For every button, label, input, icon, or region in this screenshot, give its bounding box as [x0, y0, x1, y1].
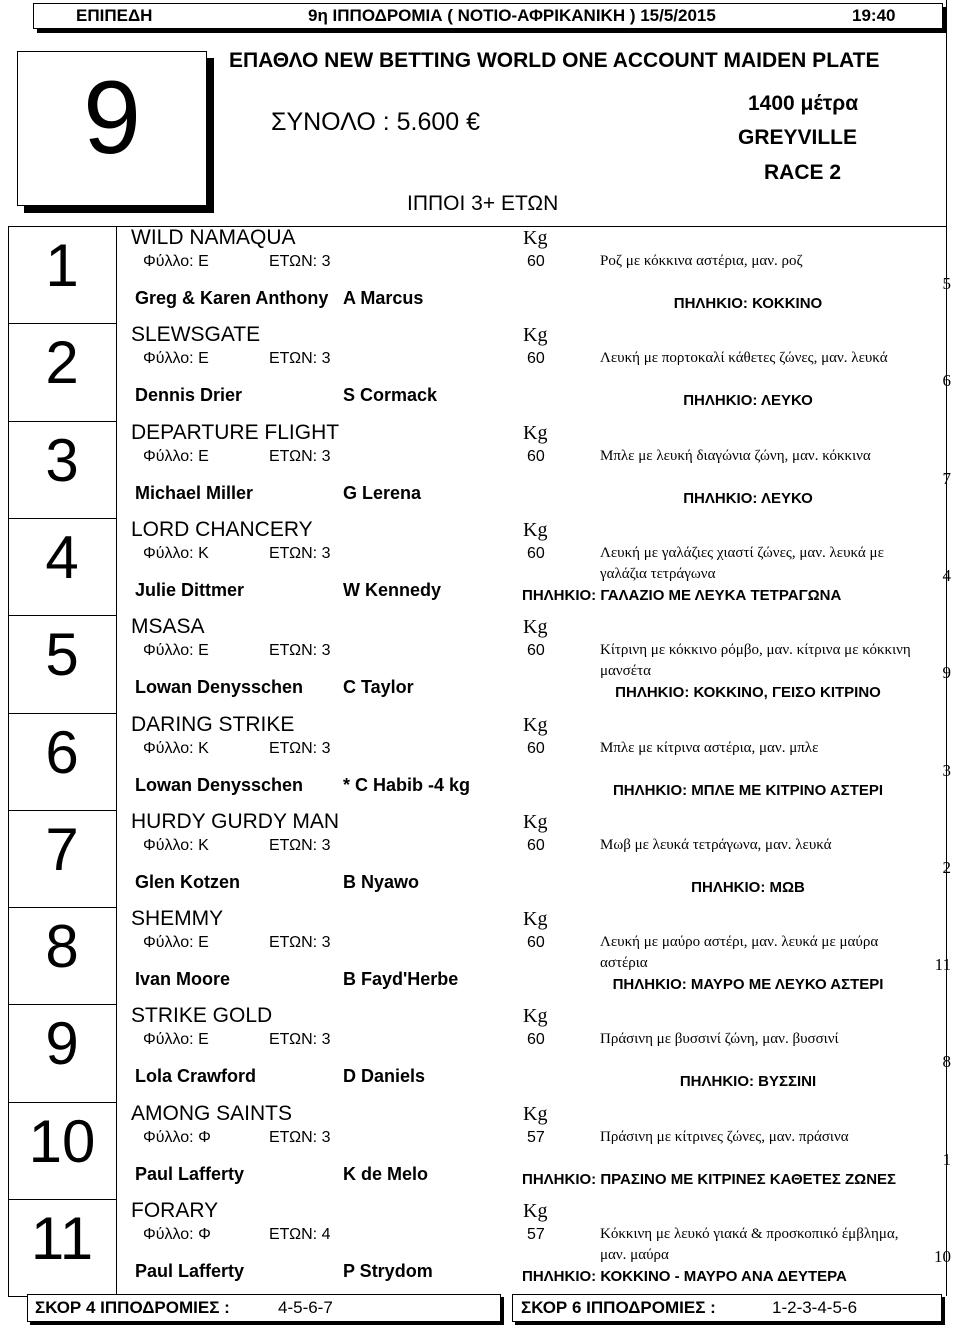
horse-number: 9: [45, 1010, 79, 1078]
jockey-name: S Cormack: [343, 385, 438, 406]
kg-label: Kg: [523, 324, 548, 347]
silk-colour: ΠΗΛΗΚΙΟ: ΜΠΛΕ ΜΕ ΚΙΤΡΙΝΟ ΑΣΤΕΡΙ: [612, 781, 884, 799]
row-divider: [8, 421, 116, 422]
score6-box: [512, 1294, 942, 1322]
silk-colour: ΠΗΛΗΚΙΟ: ΜΑΥΡΟ ΜΕ ΛΕΥΚΟ ΑΣΤΕΡΙ: [612, 976, 884, 994]
horse-sex: Φύλλο: Κ: [143, 836, 209, 854]
jockey-name: D Daniels: [343, 1066, 426, 1087]
horse-age: ΕΤΩΝ: 3: [269, 739, 331, 757]
draw-number: 3: [942, 760, 951, 780]
draw-number: 6: [942, 371, 951, 391]
jockey-name: P Strydom: [343, 1261, 433, 1281]
kg-label: Kg: [523, 1102, 548, 1125]
horse-name: HURDY GURDY MAN: [131, 809, 340, 833]
horse-number: 10: [28, 1107, 96, 1175]
jockey-name: K de Melo: [343, 1163, 429, 1184]
grid-number-divider: [116, 226, 117, 1296]
jockey-name: G Lerena: [343, 482, 422, 503]
race-time: 19:40: [852, 6, 896, 25]
kg-label: Kg: [523, 227, 548, 249]
horse-number: 11: [30, 1205, 94, 1272]
horse-number: 5: [45, 621, 79, 689]
horse-sex: Φύλλο: Ε: [143, 447, 209, 465]
row-divider: [8, 323, 116, 324]
horse-colours: Ροζ με κόκκινα αστέρια, μαν. ροζ: [600, 253, 803, 269]
horse-colours: Μπλε με λευκή διαγώνια ζώνη, μαν. κόκκινα: [600, 447, 871, 464]
horse-age: ΕΤΩΝ: 3: [269, 934, 331, 952]
kg-label: Kg: [523, 518, 548, 541]
trainer-name: Greg & Karen Anthony: [135, 288, 329, 308]
horse-weight: 60: [527, 447, 545, 465]
draw-number: 10: [934, 1247, 951, 1266]
horse-colours: Πράσινη με βυσσινί ζώνη, μαν. βυσσινί: [600, 1031, 839, 1048]
horse-name: FORARY: [131, 1199, 219, 1222]
race-label: RACE 2: [764, 161, 842, 184]
horse-age: ΕΤΩΝ: 3: [269, 1128, 331, 1146]
draw-number: 7: [942, 468, 951, 488]
horse-weight: 57: [527, 1226, 545, 1243]
horse-weight: 60: [527, 934, 545, 952]
trainer-name: Paul Lafferty: [135, 1261, 245, 1281]
kg-label: Kg: [523, 616, 548, 639]
race-info: 9η ΙΠΠΟΔΡΟΜΙΑ ( ΝΟΤΙΟ-ΑΦΡΙΚΑΝΙΚΗ ) 15/5/2015: [308, 6, 716, 25]
horse-sex: Φύλλο: Ε: [143, 642, 209, 660]
trainer-name: Lola Crawford: [135, 1066, 257, 1087]
trainer-name: Lowan Denysschen: [135, 677, 304, 698]
header-bar: [33, 3, 943, 29]
trainer-name: Glen Kotzen: [135, 871, 241, 892]
horse-age: ΕΤΩΝ: 3: [269, 544, 331, 562]
horse-name: LORD CHANCERY: [131, 517, 313, 541]
silk-colour: ΠΗΛΗΚΙΟ: ΚΟΚΚΙΝΟ, ΓΕΙΣΟ ΚΙΤΡΙΝΟ: [615, 684, 881, 702]
silk-colour: ΠΗΛΗΚΙΟ: ΛΕΥΚΟ: [683, 392, 813, 410]
row-divider: [8, 713, 116, 714]
horse-weight: 60: [527, 836, 545, 854]
horse-name: MSASA: [131, 615, 205, 639]
horse-number: 6: [45, 718, 79, 786]
horse-sex: Φύλλο: Ε: [143, 1031, 209, 1049]
kg-label: Kg: [523, 1005, 548, 1028]
horse-sex: Φύλλο: Ε: [143, 350, 209, 368]
horse-name: WILD NAMAQUA: [131, 226, 296, 249]
grid-right-border: [946, 0, 947, 1296]
horse-number: 7: [45, 815, 79, 883]
horse-weight: 60: [527, 253, 545, 270]
horse-age: ΕΤΩΝ: 3: [269, 1031, 331, 1049]
draw-number: 11: [934, 955, 951, 975]
horse-age: ΕΤΩΝ: 3: [269, 642, 331, 660]
score6-label: ΣΚΟΡ 6 ΙΠΠΟΔΡΟΜΙΕΣ :: [521, 1298, 716, 1317]
draw-number: 2: [942, 857, 951, 877]
horse-weight: 60: [527, 544, 545, 562]
horse-number: 8: [45, 913, 79, 981]
horse-weight: 57: [527, 1128, 545, 1146]
silk-colour: ΠΗΛΗΚΙΟ: ΒΥΣΣΙΝΙ: [679, 1073, 817, 1091]
silk-colour: ΠΗΛΗΚΙΟ: ΠΡΑΣΙΝΟ ΜΕ ΚΙΤΡΙΝΕΣ ΚΑΘΕΤΕΣ ΖΩΝΕΣ: [522, 1170, 897, 1188]
horse-name: DEPARTURE FLIGHT: [131, 420, 340, 444]
race-condition: ΙΠΠΟΙ 3+ ΕΤΩΝ: [407, 192, 559, 215]
row-divider: [8, 810, 116, 811]
horse-number: 2: [45, 329, 79, 397]
trainer-name: Dennis Drier: [135, 385, 243, 406]
horse-weight: 60: [527, 350, 545, 368]
draw-number: 8: [942, 1052, 951, 1072]
race-number: 9: [83, 60, 141, 176]
horse-name: STRIKE GOLD: [131, 1004, 273, 1028]
score6-value: 1-2-3-4-5-6: [772, 1298, 858, 1317]
horse-colours: Λευκή με πορτοκαλί κάθετες ζώνες, μαν. λευκά: [600, 350, 888, 367]
silk-colour: ΠΗΛΗΚΙΟ: ΛΕΥΚΟ: [683, 489, 813, 507]
draw-number: 9: [942, 663, 951, 683]
horse-age: ΕΤΩΝ: 4: [269, 1226, 331, 1243]
score4-value: 4-5-6-7: [278, 1298, 333, 1317]
row-divider: [8, 1199, 116, 1200]
track-type: ΕΠΙΠΕΔΗ: [76, 6, 153, 25]
horse-colours: Κίτρινη με κόκκινο ρόμβο, μαν. κίτρινα με κόκκινη μανσέτα: [600, 642, 911, 680]
trainer-name: Paul Lafferty: [135, 1163, 245, 1184]
horse-sex: Φύλλο: Ε: [143, 934, 209, 952]
trainer-name: Michael Miller: [135, 482, 254, 503]
horse-colours: Κόκκινη με λευκό γιακά & προσκοπικό έμβλημα, μαν. μαύρα: [600, 1226, 899, 1263]
silk-colour: ΠΗΛΗΚΙΟ: ΓΑΛΑΖΙΟ ΜΕ ΛΕΥΚΑ ΤΕΤΡΑΓΩΝΑ: [522, 586, 842, 604]
jockey-name: W Kennedy: [343, 579, 442, 600]
horse-colours: Πράσινη με κίτρινες ζώνες, μαν. πράσινα: [600, 1128, 849, 1145]
jockey-name: C Taylor: [343, 677, 414, 698]
horse-age: ΕΤΩΝ: 3: [269, 836, 331, 854]
horse-weight: 60: [527, 1031, 545, 1049]
kg-label: Kg: [523, 713, 548, 736]
horse-sex: Φύλλο: Ε: [143, 253, 209, 270]
silk-colour: ΠΗΛΗΚΙΟ: ΚΟΚΚΙΝΟ: [673, 295, 823, 312]
trainer-name: Ivan Moore: [135, 969, 231, 990]
draw-number: 5: [942, 274, 951, 293]
horse-number: 3: [45, 426, 79, 494]
race-venue: GREYVILLE: [738, 126, 858, 149]
horse-colours: Λευκή με μαύρο αστέρι, μαν. λευκά με μαύρα αστέρια: [600, 934, 879, 972]
horse-age: ΕΤΩΝ: 3: [269, 447, 331, 465]
draw-number: 1: [942, 1149, 951, 1169]
kg-label: Kg: [523, 908, 548, 931]
jockey-name: B Fayd'Herbe: [343, 969, 459, 990]
horse-name: SHEMMY: [131, 907, 224, 931]
horse-colours: Μπλε με κίτρινα αστέρια, μαν. μπλε: [600, 739, 819, 756]
score4-box: [27, 1294, 501, 1322]
horse-sex: Φύλλο: Φ: [143, 1226, 211, 1243]
row-divider: [8, 1004, 116, 1005]
horse-sex: Φύλλο: Φ: [143, 1128, 211, 1146]
horse-name: AMONG SAINTS: [131, 1101, 293, 1125]
horse-name: DARING STRIKE: [131, 712, 295, 736]
horse-sex: Φύλλο: Κ: [143, 739, 209, 757]
horse-age: ΕΤΩΝ: 3: [269, 350, 331, 368]
horse-colours: Λευκή με γαλάζιες χιαστί ζώνες, μαν. λευκά με γαλάζια τετράγωνα: [600, 544, 884, 582]
horse-sex: Φύλλο: Κ: [143, 544, 209, 562]
draw-number: 4: [942, 565, 951, 585]
row-divider: [8, 907, 116, 908]
horse-number: 4: [45, 523, 79, 591]
horse-colours: Μωβ με λευκά τετράγωνα, μαν. λευκά: [600, 836, 832, 853]
horse-weight: 60: [527, 642, 545, 660]
silk-colour: ΠΗΛΗΚΙΟ: ΜΩΒ: [691, 878, 805, 896]
kg-label: Kg: [523, 810, 548, 833]
trainer-name: Lowan Denysschen: [135, 774, 304, 795]
score4-label: ΣΚΟΡ 4 ΙΠΠΟΔΡΟΜΙΕΣ :: [35, 1298, 230, 1317]
jockey-name: A Marcus: [343, 288, 424, 308]
silk-colour: ΠΗΛΗΚΙΟ: ΚΟΚΚΙΝΟ - ΜΑΥΡΟ ΑΝΑ ΔΕΥΤΕΡΑ: [522, 1268, 847, 1285]
race-number-box: [17, 51, 207, 206]
kg-label: Kg: [523, 1200, 548, 1222]
horse-weight: 60: [527, 739, 545, 757]
horse-name: SLEWSGATE: [131, 323, 261, 347]
trainer-name: Julie Dittmer: [135, 579, 245, 600]
race-title: ΕΠΑΘΛΟ NEW BETTING WORLD ONE ACCOUNT MAIDEN PLATE: [229, 49, 880, 72]
race-total: ΣΥΝΟΛΟ : 5.600 €: [271, 108, 481, 136]
row-divider: [8, 615, 116, 616]
race-distance: 1400 μέτρα: [748, 92, 859, 115]
kg-label: Kg: [523, 421, 548, 444]
jockey-name: B Nyawo: [343, 871, 420, 892]
row-divider: [8, 1102, 116, 1103]
row-divider: [8, 518, 116, 519]
horse-age: ΕΤΩΝ: 3: [269, 253, 331, 270]
horse-number: 1: [45, 232, 79, 299]
jockey-name: * C Habib -4 kg: [343, 774, 471, 795]
